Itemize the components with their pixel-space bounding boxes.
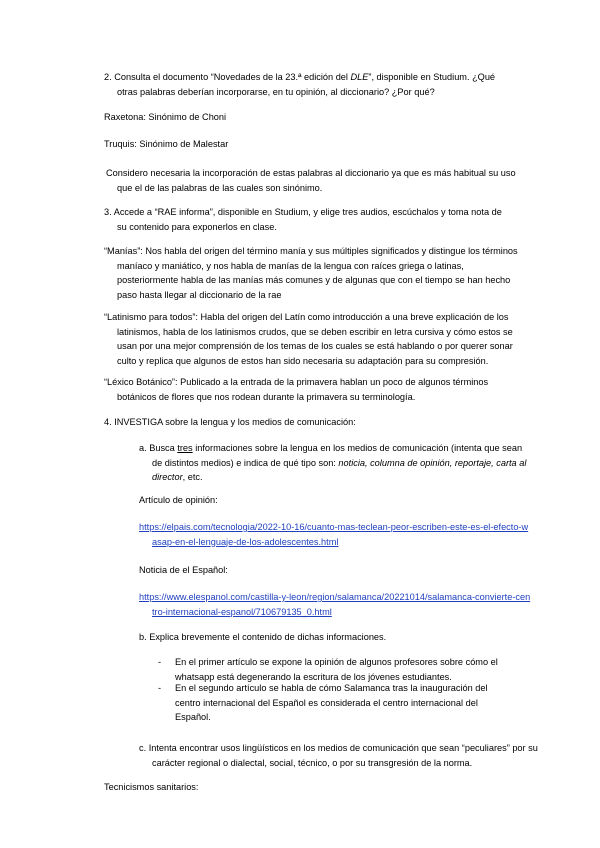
articulo-opinion-label: Artículo de opinión: [139, 495, 218, 505]
question-4a-text-mid: informaciones sobre la lengua en los medios de comunicación (intenta que sean de distintos medios) e indica de qué tipo son: [152, 443, 523, 468]
dash-icon: - [158, 657, 162, 667]
link-elespanol-text[interactable]: https://www.elespanol.com/castilla-y-leon/region/salamanca/20221014/salamanca-convierte-centro-internacional-espanol/710679135_0.html [139, 592, 531, 617]
question-2 [104, 70, 515, 99]
noticia-label: Noticia de el Español: [139, 565, 228, 575]
question-2-text-end: ”, disponible en Studium. ¿Qué otras palabras deberían incorporarse, en tu opinión, al diccionario? ¿Por qué? [117, 72, 496, 97]
question-4: 4. INVESTIGA sobre la lengua y los medios de comunicación: [104, 417, 356, 427]
link-elpais-text[interactable]: https://elpais.com/tecnologia/2022-10-16/cuanto-mas-teclean-peor-escriben-este-es-el-efecto-wasap-en-el-lenguaje-de-los-adolescentes.html [139, 522, 529, 547]
raxetona-definition: Raxetona: Sinónimo de Choni [104, 112, 227, 122]
dash-icon: - [158, 683, 162, 693]
question-4a [139, 441, 532, 485]
lexico-summary: “Léxico Botánico”: Publicado a la entrada de la primavera hablan un poco de algunos términos botánicos de flores que nos rodean durante la primavera su terminología. [104, 377, 489, 402]
tecnicismos-heading: Tecnicismos sanitarios: [104, 782, 199, 792]
link-elpais[interactable] [139, 520, 532, 549]
bullet-text-1: En el primer artículo se expone la opinión de algunos profesores sobre cómo el whatsapp está degenerando la escritura de los jóvenes estudiantes. [175, 657, 498, 682]
bullet-text-2: En el segundo artículo se habla de cómo Salamanca tras la inauguración del centro internacional del Español es considerada el centro internacional del Español. [175, 683, 488, 722]
dle-abbreviation: DLE [350, 72, 369, 82]
question-4c: c. Intenta encontrar usos lingüísticos en los medios de comunicación que sean “peculiares” por su carácter regional o dialectal, social, técnico, o por su transgresión de la norma. [139, 743, 538, 768]
question-2-text: 2. Consulta el documento “Novedades de la 23.ª edición del [104, 72, 351, 82]
manias-summary: “Manías”: Nos habla del origen del término manía y sus múltiples significados y distingue los términos maníaco y maniático, y nos habla de manías de la lengua con raíces griega o latinas, posteriormente habla de las manías más comunes y de algunas que con el tiempo se han hecho paso hasta llegar al diccionario de la rae [104, 246, 518, 300]
considero-paragraph: Considero necesaria la incorporación de estas palabras al diccionario ya que es más habitual su uso que el de las palabras de las cuales son sinónimo. [106, 168, 516, 193]
link-elespanol[interactable] [139, 590, 532, 619]
question-4a-text: a. Busca [139, 443, 178, 453]
truquis-definition: Truquis: Sinónimo de Malestar [104, 139, 229, 149]
text-type-examples: noticia, columna de opinión, reportaje, carta al director [152, 457, 527, 482]
question-3: 3. Accede a “RAE informa”, disponible en Studium, y elige tres audios, escúchalos y toma nota de su contenido para exponerlos en clase. [104, 207, 502, 232]
latinismo-summary: “Latinismo para todos”: Habla del origen del Latín como introducción a una breve explicación de los latinismos, habla de los latinismos crudos, que se deben escribir en letra cursiva y cómo estos se usan por una mejor comprensión de los temas de los cuales se está hablando o por querer sonar culto y replica que algunos de estos han sido necesaria su adaptación para su compresión. [104, 312, 513, 366]
tres-underlined: tres [177, 443, 193, 453]
question-4a-text-end: , etc. [182, 472, 203, 482]
question-4b: b. Explica brevemente el contenido de dichas informaciones. [139, 632, 387, 642]
